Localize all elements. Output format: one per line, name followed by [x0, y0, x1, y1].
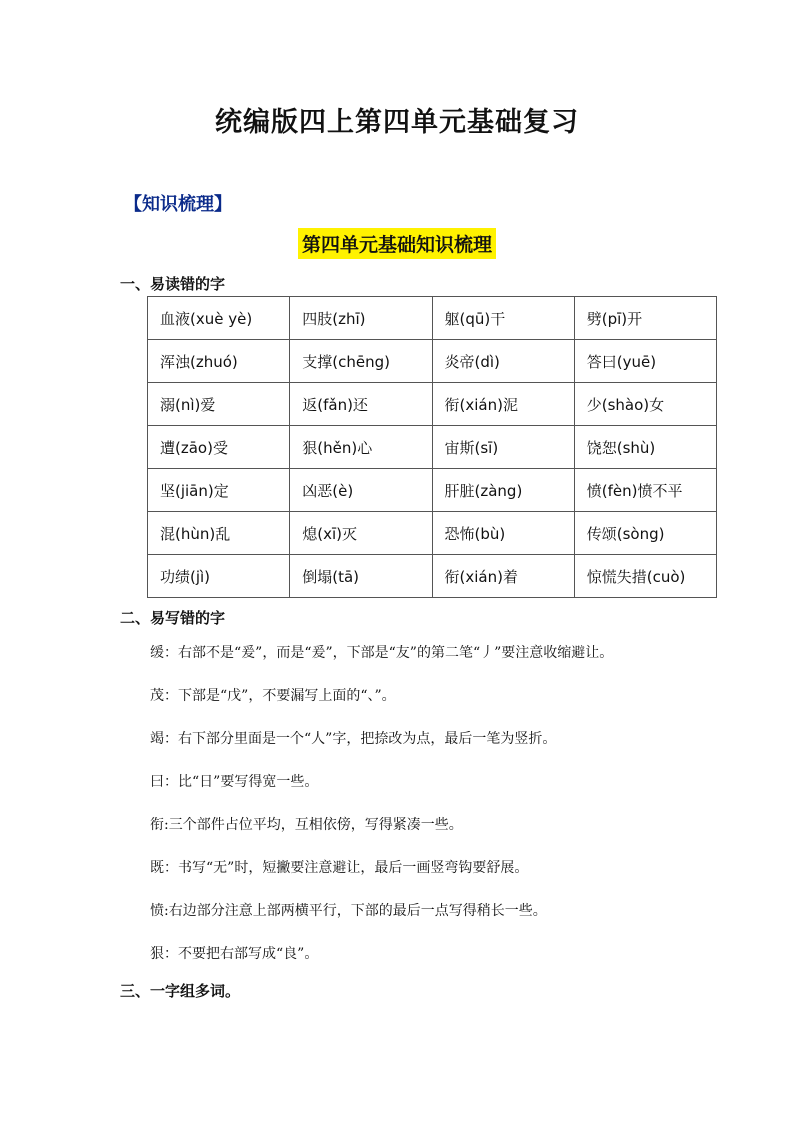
subtitle-wrap [0, 228, 794, 259]
table-cell: 劈(pī)开 [574, 297, 716, 340]
section-tag: 【知识梳理】 [124, 194, 232, 215]
table-cell: 熄(xī)灭 [290, 512, 432, 555]
table-cell: 少(shào)女 [574, 383, 716, 426]
table-cell: 饶恕(shù) [574, 426, 716, 469]
table-cell: 传颂(sòng) [574, 512, 716, 555]
writing-note: 狠：不要把右部写成“良”。 [150, 946, 319, 962]
table-cell: 四肢(zhī) [290, 297, 432, 340]
table-cell: 肝脏(zàng) [432, 469, 574, 512]
misread-characters-table [147, 296, 717, 598]
writing-notes-list [150, 643, 750, 987]
table-cell: 躯(qū)干 [432, 297, 574, 340]
table-cell: 混(hùn)乱 [148, 512, 290, 555]
table-cell: 返(fǎn)还 [290, 383, 432, 426]
table-row [148, 383, 717, 426]
table-row [148, 340, 717, 383]
writing-note: 曰：比“日”要写得宽一些。 [150, 774, 319, 790]
table-cell: 功绩(jì) [148, 555, 290, 598]
table-cell: 宙斯(sī) [432, 426, 574, 469]
table-row [148, 469, 717, 512]
table-row [148, 426, 717, 469]
table-cell: 坚(jiān)定 [148, 469, 290, 512]
heading-easy-misread: 一、易读错的字 [120, 275, 226, 293]
table-cell: 愤(fèn)愤不平 [574, 469, 716, 512]
table-cell: 遭(zāo)受 [148, 426, 290, 469]
heading-easy-miswritten: 二、易写错的字 [120, 609, 226, 627]
writing-note: 茂：下部是“戊”，不要漏写上面的“、”。 [150, 688, 396, 704]
table-cell: 衔(xián)泥 [432, 383, 574, 426]
writing-note: 衔:三个部件占位平均，互相依傍，写得紧凑一些。 [150, 817, 463, 833]
writing-note: 既：书写“无”时，短撇要注意避让，最后一画竖弯钩要舒展。 [150, 860, 529, 876]
table-cell: 倒塌(tā) [290, 555, 432, 598]
writing-note: 愤:右边部分注意上部两横平行，下部的最后一点写得稍长一些。 [150, 903, 547, 919]
table-cell: 支撑(chēng) [290, 340, 432, 383]
table-cell: 衔(xián)着 [432, 555, 574, 598]
heading-word-groups: 三、一字组多词。 [120, 982, 241, 1000]
table-row [148, 512, 717, 555]
page-title: 统编版四上第四单元基础复习 [215, 107, 579, 138]
highlighted-subtitle: 第四单元基础知识梳理 [298, 228, 496, 259]
table-cell: 溺(nì)爱 [148, 383, 290, 426]
table-row [148, 297, 717, 340]
table-cell: 狠(hěn)心 [290, 426, 432, 469]
table-cell: 凶恶(è) [290, 469, 432, 512]
table-cell: 炎帝(dì) [432, 340, 574, 383]
table-cell: 惊慌失措(cuò) [574, 555, 716, 598]
table-cell: 恐怖(bù) [432, 512, 574, 555]
writing-note: 缓：右部不是“爰”，而是“爰”，下部是“友”的第二笔“丿”要注意收缩避让。 [150, 645, 614, 661]
table-cell: 答曰(yuē) [574, 340, 716, 383]
writing-note: 竭：右下部分里面是一个“人”字，把捺改为点，最后一笔为竖折。 [150, 731, 557, 747]
table-cell: 血液(xuè yè) [148, 297, 290, 340]
table-cell: 浑浊(zhuó) [148, 340, 290, 383]
table-row [148, 555, 717, 598]
